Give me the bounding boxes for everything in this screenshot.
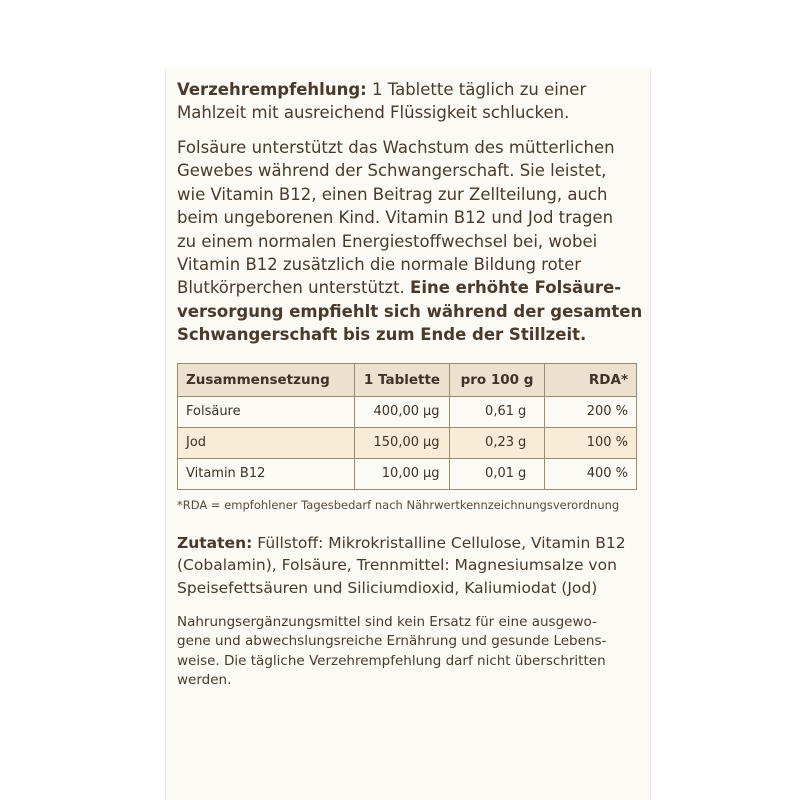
per-tablet-unit: µg xyxy=(423,466,440,482)
supplement-disclaimer xyxy=(177,613,639,690)
per-100g-unit: g xyxy=(518,435,527,451)
header-per-100g: pro 100 g xyxy=(450,363,545,396)
nutrient-name: Jod xyxy=(178,427,355,458)
table-row xyxy=(178,458,637,489)
disclaimer-line: Nahrungsergänzungsmittel sind kein Ersatz für eine ausgewo- xyxy=(177,614,597,631)
rda-value: 100 % xyxy=(545,427,637,458)
product-description xyxy=(177,136,643,347)
description-emphasis: versorgung empfiehlt sich während der gesamten xyxy=(177,301,643,321)
description-line: zu einem normalen Energiestoffwechsel bei, wobei xyxy=(177,231,598,251)
description-line: Blutkörperchen unterstützt. xyxy=(177,278,411,298)
ingredients xyxy=(177,532,639,600)
per-100g-unit: g xyxy=(518,466,527,482)
disclaimer-line: gene und abwechslungsreiche Ernährung und gesunde Lebens- xyxy=(177,633,607,650)
dosage-text-line-1: 1 Tablette täglich zu einer xyxy=(372,80,587,99)
per-tablet-value: 150,00 xyxy=(373,435,419,451)
description-line: wie Vitamin B12, einen Beitrag zur Zellteilung, auch xyxy=(177,184,608,204)
ingredients-line: Füllstoff: Mikrokristalline Cellulose, Vitamin B12 xyxy=(257,533,626,552)
label-content xyxy=(177,78,643,690)
per-100g-value: 0,01 xyxy=(485,466,514,482)
nutrient-name: Folsäure xyxy=(178,396,355,427)
per-tablet-value: 400,00 xyxy=(373,404,419,420)
description-line: Gewebes während der Schwangerschaft. Sie leistet, xyxy=(177,161,607,181)
composition-table xyxy=(177,363,637,490)
header-composition: Zusammensetzung xyxy=(178,363,355,396)
dosage-text-line-2: Mahlzeit mit ausreichend Flüssigkeit schlucken. xyxy=(177,103,570,122)
per-tablet-unit: µg xyxy=(423,435,440,451)
description-line: beim ungeborenen Kind. Vitamin B12 und Jod tragen xyxy=(177,208,614,228)
rda-footnote: *RDA = empfohlener Tagesbedarf nach Nährwertkennzeichnungsverordnung xyxy=(177,497,620,512)
ingredients-label: Zutaten: xyxy=(177,533,253,552)
per-tablet-value: 10,00 xyxy=(381,466,419,482)
ingredients-line: Speisefettsäuren und Siliciumdioxid, Kaliumiodat (Jod) xyxy=(177,578,598,597)
per-100g-unit: g xyxy=(518,404,527,420)
header-per-tablet: 1 Tablette xyxy=(355,363,450,396)
description-emphasis: Eine erhöhte Folsäure- xyxy=(410,278,622,298)
dosage-label: Verzehrempfehlung: xyxy=(177,80,367,99)
table-header-row xyxy=(178,363,637,396)
ingredients-line: (Cobalamin), Folsäure, Trennmittel: Magnesiumsalze von xyxy=(177,556,617,575)
description-line: Folsäure unterstützt das Wachstum des mütterlichen xyxy=(177,138,615,157)
disclaimer-line: werden. xyxy=(177,671,232,688)
table-row xyxy=(178,427,637,458)
table-row xyxy=(178,396,637,427)
header-rda: RDA* xyxy=(545,363,637,396)
nutrient-name: Vitamin B12 xyxy=(178,458,355,489)
disclaimer-line: weise. Die tägliche Verzehrempfehlung darf nicht überschritten xyxy=(177,652,606,669)
per-tablet-unit: µg xyxy=(423,404,440,420)
rda-value: 400 % xyxy=(545,458,637,489)
description-line: Vitamin B12 zusätzlich die normale Bildung roter xyxy=(177,255,582,275)
per-100g-value: 0,23 xyxy=(485,435,514,451)
rda-value: 200 % xyxy=(545,396,637,427)
per-100g-value: 0,61 xyxy=(485,404,514,420)
dosage-recommendation xyxy=(177,78,639,124)
description-emphasis: Schwangerschaft bis zum Ende der Stillzeit. xyxy=(177,325,587,345)
